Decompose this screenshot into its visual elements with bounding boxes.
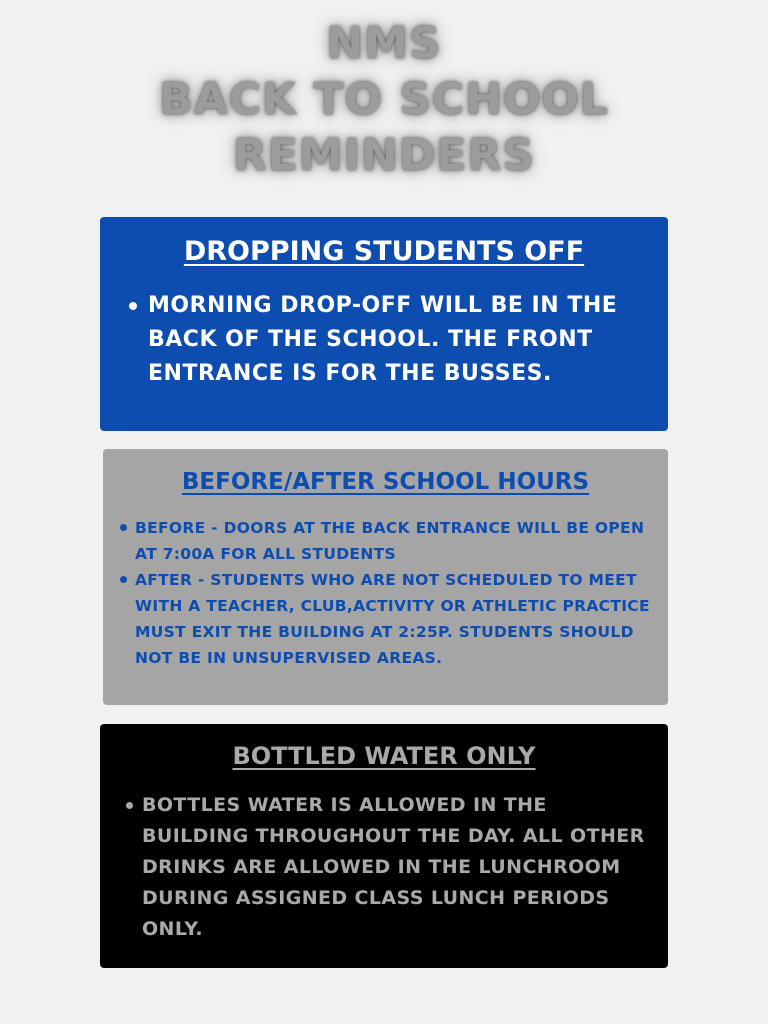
title-line-nms: NMS [326,18,442,69]
bottled-water-list [142,790,658,945]
dropoff-bullet-item: MORNING DROP-OFF WILL BE IN THE BACK OF THE SCHOOL. THE FRONT ENTRANCE IS FOR THE BUSSES. [148,289,648,391]
after-school-bullet-item: AFTER - STUDENTS WHO ARE NOT SCHEDULED TO MEET WITH A TEACHER, CLUB,ACTIVITY OR ATHLETIC PRACTICE MUST EXIT THE BUILDING AT 2:25P. STUDENTS SHOULD NOT BE IN UNSUPERVISED AREAS. [135,567,660,671]
bottled-water-card [100,724,668,968]
before-school-bullet-item: BEFORE - DOORS AT THE BACK ENTRANCE WILL BE OPEN AT 7:00A FOR ALL STUDENTS [135,515,660,567]
dropping-students-off-card [100,217,668,431]
dropping-students-off-heading: DROPPING STUDENTS OFF [183,236,585,267]
bottled-water-bullet-item: BOTTLES WATER IS ALLOWED IN THE BUILDING THROUGHOUT THE DAY. ALL OTHER DRINKS ARE ALLOWED IN THE LUNCHROOM DURING ASSIGNED CLASS LUNCH PERIODS ONLY. [142,790,658,945]
bottled-water-heading: BOTTLED WATER ONLY [232,742,536,770]
title-line-back-to-school: BACK TO SCHOOL [159,74,609,125]
school-hours-card [103,449,668,705]
page-title [0,16,768,184]
school-hours-list [135,515,660,671]
title-line-reminders: REMINDERS [232,130,536,181]
school-hours-heading: BEFORE/AFTER SCHOOL HOURS [181,469,590,495]
dropping-students-off-list [148,289,648,391]
